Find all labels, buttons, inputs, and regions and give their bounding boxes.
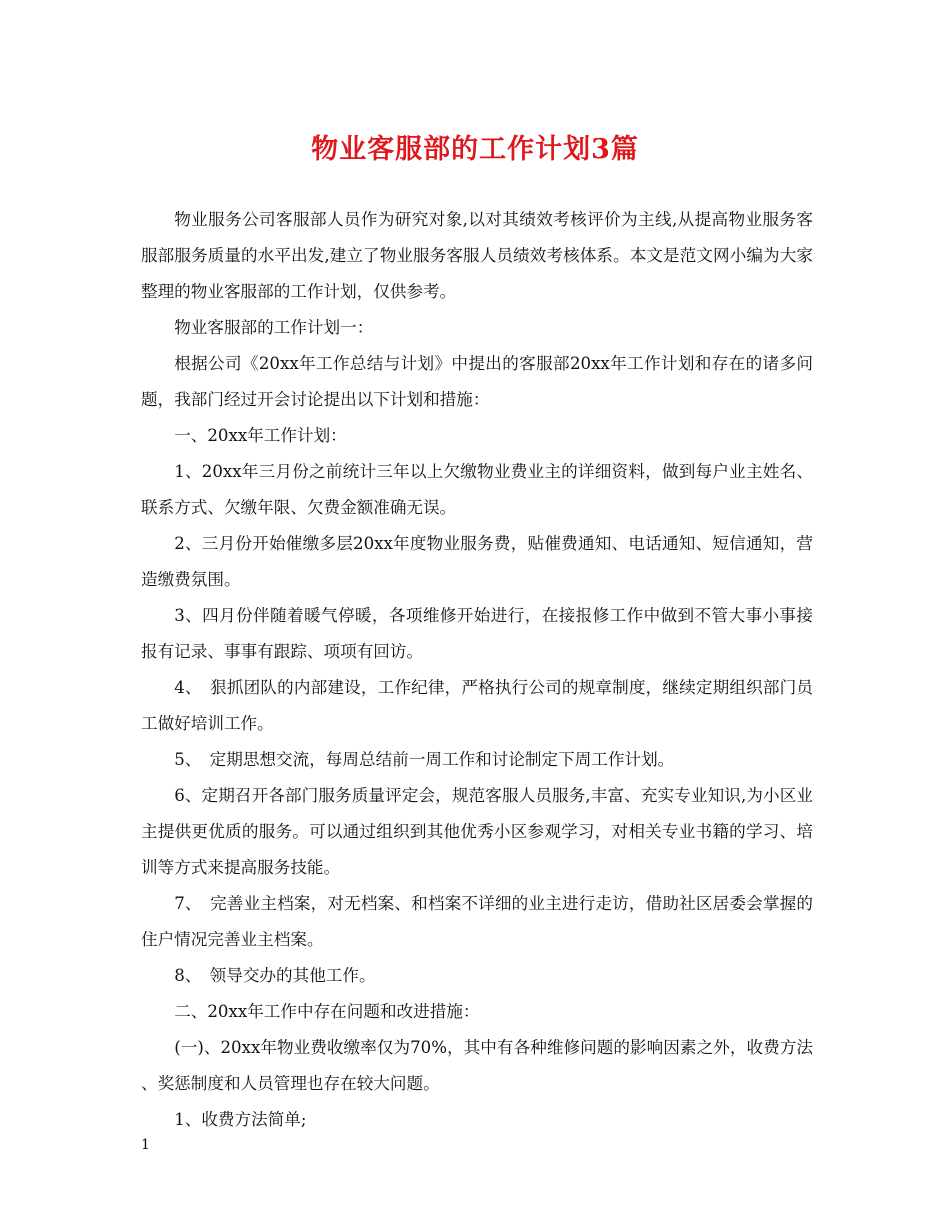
page-number: 1: [141, 1137, 150, 1153]
paragraph: 8、 领导交办的其他工作。: [174, 966, 376, 985]
paragraph: 1、20xx年三月份之前统计三年以上欠缴物业费业主的详细资料，做到每户业主姓名、联系方式、欠缴年限、欠费金额准确无误。: [141, 462, 813, 517]
paragraph: 物业服务公司客服部人员作为研究对象,以对其绩效考核评价为主线,从提高物业服务客服部服务质量的水平出发,建立了物业服务客服人员绩效考核体系。本文是范文网小编为大家整理的物业客服部的工作计划，仅供参考。: [141, 210, 813, 301]
paragraph: 5、 定期思想交流，每周总结前一周工作和讨论制定下周工作计划。: [174, 750, 675, 769]
document-body: [141, 202, 813, 1138]
paragraph: 根据公司《20xx年工作总结与计划》中提出的客服部20xx年工作计划和存在的诸多问题，我部门经过开会讨论提出以下计划和措施：: [141, 354, 813, 409]
document-title: 物业客服部的工作计划3篇: [311, 134, 639, 165]
paragraph: 2、三月份开始催缴多层20xx年度物业服务费，贴催费通知、电话通知、短信通知，营造缴费氛围。: [141, 534, 813, 589]
paragraph: (一)、20xx年物业费收缴率仅为70%，其中有各种维修问题的影响因素之外，收费方法、奖惩制度和人员管理也存在较大问题。: [141, 1038, 813, 1093]
paragraph: 3、四月份伴随着暖气停暖，各项维修开始进行，在接报修工作中做到不管大事小事接报有记录、事事有跟踪、项项有回访。: [141, 606, 813, 661]
paragraph: 4、 狠抓团队的内部建设，工作纪律，严格执行公司的规章制度，继续定期组织部门员工做好培训工作。: [141, 678, 813, 733]
paragraph: 二、20xx年工作中存在问题和改进措施：: [174, 1002, 480, 1021]
paragraph: 7、 完善业主档案，对无档案、和档案不详细的业主进行走访，借助社区居委会掌握的住户情况完善业主档案。: [141, 894, 813, 949]
paragraph: 物业客服部的工作计划一：: [174, 318, 374, 337]
paragraph: 1、收费方法简单;: [174, 1110, 307, 1129]
paragraph: 6、定期召开各部门服务质量评定会，规范客服人员服务,丰富、充实专业知识,为小区业主提供更优质的服务。可以通过组织到其他优秀小区参观学习，对相关专业书籍的学习、培训等方式来提高服务技能。: [141, 786, 813, 877]
paragraph: 一、20xx年工作计划：: [174, 426, 347, 445]
